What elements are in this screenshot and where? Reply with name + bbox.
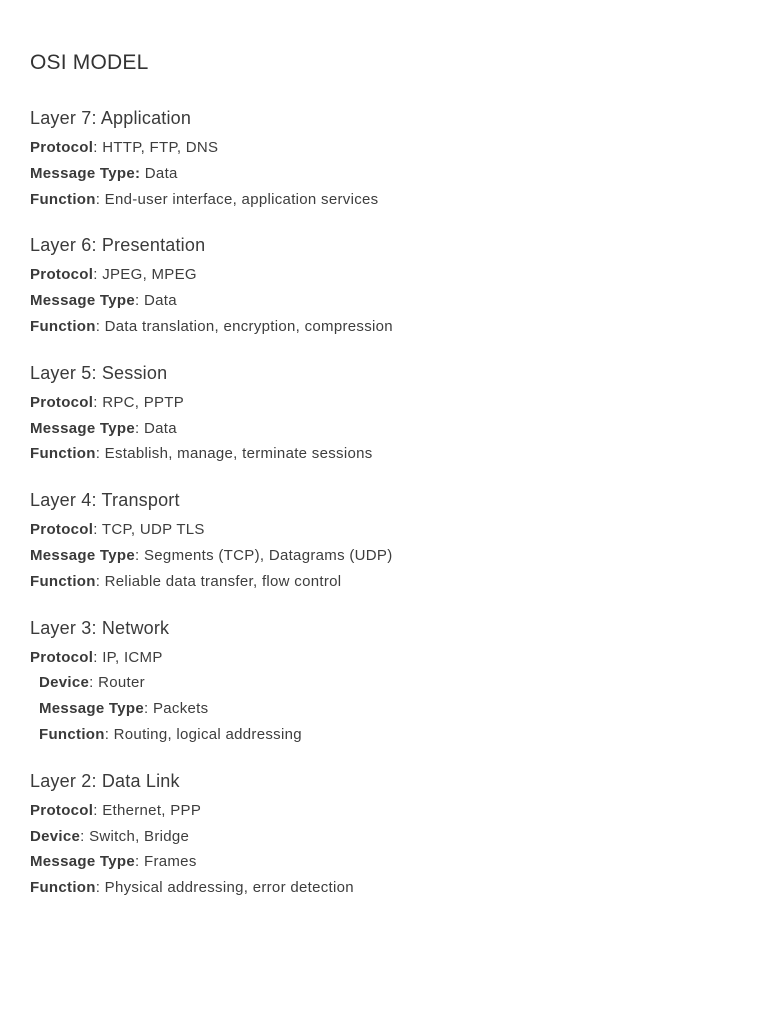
property-row bbox=[30, 645, 738, 671]
property-key: Protocol bbox=[30, 266, 94, 284]
property-row bbox=[30, 670, 738, 696]
property-key: Message Type bbox=[30, 292, 136, 310]
property-value: Switch, Bridge bbox=[89, 827, 190, 845]
layer-section bbox=[30, 362, 738, 467]
layer-heading: Layer 2: Data Link bbox=[30, 770, 180, 791]
property-key: Protocol bbox=[30, 521, 94, 539]
property-value: IP, ICMP bbox=[102, 648, 163, 666]
property-separator: : bbox=[95, 445, 105, 463]
property-row bbox=[30, 875, 738, 901]
property-row bbox=[30, 543, 738, 569]
property-value: Data bbox=[143, 419, 177, 437]
property-key: Message Type bbox=[30, 853, 136, 871]
property-separator: : bbox=[135, 546, 144, 564]
property-separator: : bbox=[89, 674, 99, 692]
property-value: Segments (TCP), Datagrams (UDP) bbox=[143, 546, 393, 564]
property-separator: : bbox=[95, 190, 105, 208]
layer-section bbox=[30, 489, 738, 594]
property-key: Message Type bbox=[30, 546, 136, 564]
property-row bbox=[30, 288, 738, 314]
property-key: Function bbox=[30, 445, 96, 463]
property-row bbox=[30, 262, 738, 288]
property-value: Ethernet, PPP bbox=[102, 801, 202, 819]
property-key: Function bbox=[30, 879, 96, 897]
property-row bbox=[30, 696, 738, 722]
property-separator: : bbox=[135, 419, 144, 437]
layer-heading: Layer 6: Presentation bbox=[30, 235, 206, 256]
property-row bbox=[30, 798, 738, 824]
property-row bbox=[30, 187, 738, 213]
layer-section bbox=[30, 770, 738, 901]
property-key: Message Type bbox=[39, 700, 145, 718]
property-separator: : bbox=[135, 853, 144, 871]
property-value: Routing, logical addressing bbox=[113, 725, 302, 743]
property-value: Data bbox=[144, 164, 178, 182]
property-value: End-user interface, application services bbox=[104, 190, 379, 208]
layer-section bbox=[30, 234, 738, 339]
property-value: TCP, UDP TLS bbox=[101, 521, 205, 539]
property-key: Message Type: bbox=[30, 164, 141, 182]
property-separator: : bbox=[93, 521, 102, 539]
property-value: Reliable data transfer, flow control bbox=[104, 572, 342, 590]
property-key: Function bbox=[39, 725, 105, 743]
property-separator: : bbox=[93, 801, 103, 819]
layer-heading: Layer 4: Transport bbox=[30, 490, 180, 511]
property-value: Packets bbox=[152, 700, 209, 718]
property-separator: : bbox=[144, 700, 153, 718]
property-row bbox=[30, 824, 738, 850]
property-row bbox=[30, 722, 738, 748]
property-separator: : bbox=[93, 648, 103, 666]
property-row bbox=[30, 517, 738, 543]
property-key: Protocol bbox=[30, 648, 94, 666]
layer-heading: Layer 5: Session bbox=[30, 362, 168, 383]
property-row bbox=[30, 416, 738, 442]
property-key: Function bbox=[30, 317, 96, 335]
property-separator: : bbox=[93, 139, 103, 156]
property-value: Data bbox=[143, 292, 177, 310]
property-row bbox=[30, 314, 738, 340]
property-key: Function bbox=[30, 190, 96, 208]
property-row bbox=[30, 569, 738, 595]
layer-heading: Layer 7: Application bbox=[30, 108, 192, 128]
property-separator: : bbox=[104, 725, 114, 743]
property-value: Physical addressing, error detection bbox=[104, 879, 354, 897]
property-row bbox=[30, 849, 738, 875]
property-separator: : bbox=[93, 393, 103, 411]
property-key: Function bbox=[30, 572, 96, 590]
layer-section bbox=[30, 617, 738, 748]
property-key: Device bbox=[30, 827, 81, 845]
property-separator: : bbox=[135, 292, 144, 310]
property-value: HTTP, FTP, DNS bbox=[102, 139, 219, 156]
property-key: Protocol bbox=[30, 393, 94, 411]
layer-list bbox=[30, 107, 738, 901]
property-separator: : bbox=[80, 827, 90, 845]
property-key: Protocol bbox=[30, 801, 94, 819]
property-value: RPC, PPTP bbox=[102, 393, 185, 411]
layer-section bbox=[30, 107, 738, 212]
property-separator: : bbox=[95, 879, 105, 897]
property-value: Frames bbox=[143, 853, 197, 871]
property-value: JPEG, MPEG bbox=[102, 266, 197, 284]
page-title: OSI MODEL bbox=[30, 51, 149, 74]
property-separator: : bbox=[95, 572, 105, 590]
property-row bbox=[30, 135, 738, 161]
property-row bbox=[30, 390, 738, 416]
property-key: Message Type bbox=[30, 419, 136, 437]
property-separator: : bbox=[95, 317, 105, 335]
property-key: Protocol bbox=[30, 139, 94, 156]
property-separator: : bbox=[93, 266, 103, 284]
property-value: Data translation, encryption, compression bbox=[104, 317, 393, 335]
property-value: Router bbox=[98, 674, 145, 692]
layer-heading: Layer 3: Network bbox=[30, 617, 170, 638]
property-row bbox=[30, 441, 738, 467]
property-value: Establish, manage, terminate sessions bbox=[104, 445, 373, 463]
property-key: Device bbox=[39, 674, 90, 692]
property-row bbox=[30, 161, 738, 187]
